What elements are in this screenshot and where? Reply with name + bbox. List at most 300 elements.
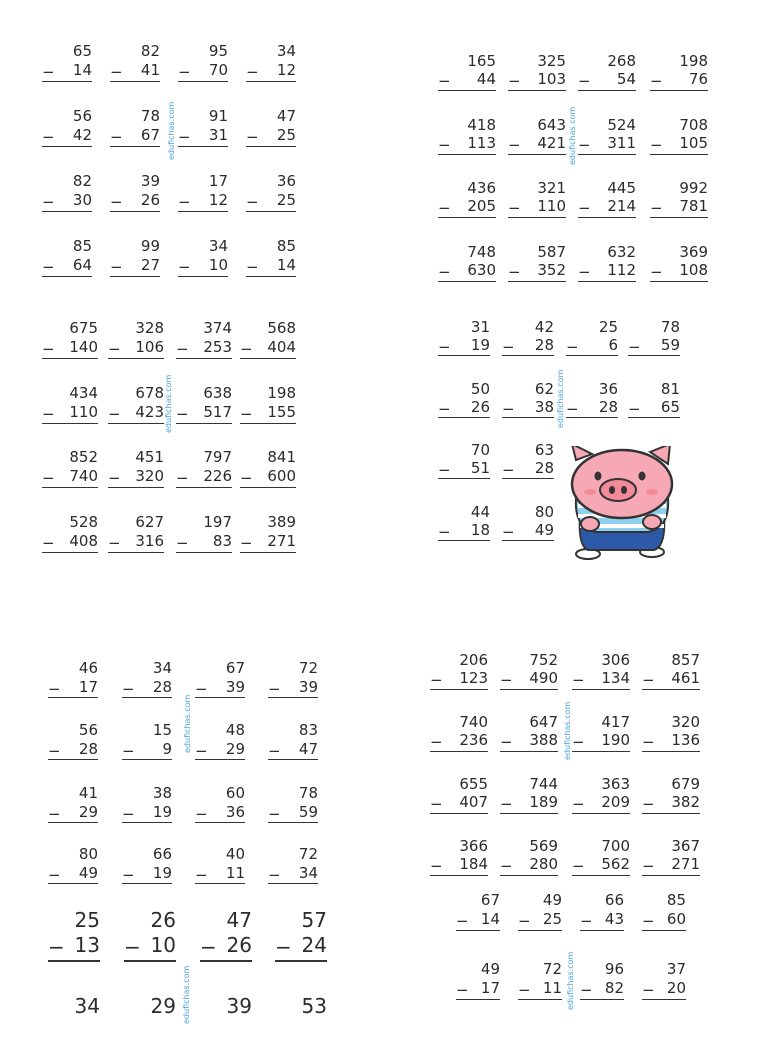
subtrahend: 83 xyxy=(212,532,232,550)
subtraction-problem xyxy=(502,443,554,482)
subtrahend: 136 xyxy=(671,731,700,749)
minus-sign: − xyxy=(456,912,469,930)
minuend: 434 xyxy=(69,384,98,402)
subtraction-problem xyxy=(48,723,98,763)
subtrahend: 12 xyxy=(208,191,228,209)
minuend: 325 xyxy=(537,52,566,70)
minus-sign: − xyxy=(108,340,121,358)
minus-sign: − xyxy=(628,400,641,418)
minuend: 80 xyxy=(534,503,554,521)
subtrahend: 14 xyxy=(480,910,500,928)
minus-sign: − xyxy=(508,136,521,154)
subtraction-problem xyxy=(642,715,700,755)
answer-line xyxy=(122,883,172,884)
minus-sign: − xyxy=(42,534,55,552)
minuend: 165 xyxy=(467,52,496,70)
minus-sign: − xyxy=(178,193,191,211)
minus-sign: − xyxy=(430,795,443,813)
minuend: 268 xyxy=(607,52,636,70)
subtraction-problem xyxy=(246,109,296,150)
subtraction-problem xyxy=(438,54,496,94)
answer-line xyxy=(108,358,164,359)
minuend: 627 xyxy=(135,513,164,531)
minus-sign: − xyxy=(438,199,451,217)
minuend: 647 xyxy=(529,713,558,731)
minus-sign: − xyxy=(650,136,663,154)
minuend: 15 xyxy=(152,721,172,739)
subtraction-problem xyxy=(572,715,630,755)
subtrahend: 103 xyxy=(537,70,566,88)
subtrahend: 214 xyxy=(607,197,636,215)
answer-line xyxy=(122,822,172,823)
minuend: 81 xyxy=(660,380,680,398)
minuend: 91 xyxy=(208,107,228,125)
subtrahend: 423 xyxy=(135,403,164,421)
subtrahend: 382 xyxy=(671,793,700,811)
subtraction-problem xyxy=(122,723,172,763)
answer-line xyxy=(110,146,160,147)
minus-sign: − xyxy=(124,935,141,959)
subtrahend: 236 xyxy=(459,731,488,749)
minus-sign: − xyxy=(580,981,593,999)
minuend: 568 xyxy=(267,319,296,337)
answer-line xyxy=(176,487,232,488)
minuend: 38 xyxy=(152,784,172,802)
minus-sign: − xyxy=(502,523,515,541)
answer-line xyxy=(438,540,490,541)
subtrahend: 59 xyxy=(298,803,318,821)
subtraction-problem xyxy=(508,181,566,221)
minuend: 78 xyxy=(660,318,680,336)
minus-sign: − xyxy=(456,981,469,999)
subtraction-problem xyxy=(500,715,558,755)
minus-sign: − xyxy=(246,258,259,276)
subtraction-problem xyxy=(572,839,630,879)
subtraction-problem xyxy=(508,54,566,94)
minus-sign: − xyxy=(108,469,121,487)
subtraction-problem xyxy=(502,320,554,359)
minus-sign: − xyxy=(195,866,208,884)
subtrahend: 490 xyxy=(529,669,558,687)
minus-sign: − xyxy=(578,263,591,281)
answer-line xyxy=(246,146,296,147)
watermark-text: edufichas.com xyxy=(556,369,565,428)
subtrahend: 108 xyxy=(679,261,708,279)
subtrahend: 34 xyxy=(298,864,318,882)
answer-line xyxy=(642,875,700,876)
subtrahend: 38 xyxy=(534,398,554,416)
minus-sign: − xyxy=(438,136,451,154)
subtraction-problem xyxy=(195,786,245,826)
subtrahend: 28 xyxy=(534,336,554,354)
subtraction-problem xyxy=(42,321,98,362)
minuend: 57 xyxy=(301,908,327,932)
minuend: 83 xyxy=(298,721,318,739)
answer-line xyxy=(178,81,228,82)
subtraction-problem xyxy=(108,515,164,556)
subtrahend: 54 xyxy=(616,70,636,88)
minuend: 26 xyxy=(150,908,176,932)
subtraction-problem xyxy=(176,450,232,491)
minuend: 321 xyxy=(537,179,566,197)
answer-line xyxy=(268,697,318,698)
minus-sign: − xyxy=(122,866,135,884)
subtrahend: 10 xyxy=(150,933,176,957)
subtraction-problem xyxy=(110,174,160,215)
minuend: 679 xyxy=(671,775,700,793)
minus-sign: − xyxy=(430,671,443,689)
minuend: 678 xyxy=(135,384,164,402)
subtrahend: 29 xyxy=(225,740,245,758)
minus-sign: − xyxy=(108,534,121,552)
subtrahend: 18 xyxy=(470,521,490,539)
answer-line xyxy=(176,423,232,424)
subtrahend: 10 xyxy=(208,256,228,274)
subtrahend: 140 xyxy=(69,338,98,356)
minus-sign: − xyxy=(48,805,61,823)
subtrahend: 49 xyxy=(534,521,554,539)
minus-sign: − xyxy=(122,680,135,698)
answer-line xyxy=(500,689,558,690)
answer-line xyxy=(42,358,98,359)
minus-sign: − xyxy=(500,671,513,689)
minus-sign: − xyxy=(195,742,208,760)
subtrahend: 106 xyxy=(135,338,164,356)
watermark-text: edufichas.com xyxy=(182,965,191,1024)
subtraction-problem xyxy=(200,996,252,1050)
minus-sign: − xyxy=(642,912,655,930)
minus-sign: − xyxy=(240,405,253,423)
subtrahend: 20 xyxy=(666,979,686,997)
answer-line xyxy=(108,423,164,424)
answer-line xyxy=(122,759,172,760)
minuend: 328 xyxy=(135,319,164,337)
subtrahend: 42 xyxy=(72,126,92,144)
minus-sign: − xyxy=(650,199,663,217)
minus-sign: − xyxy=(572,795,585,813)
subtraction-problem xyxy=(246,44,296,85)
answer-line xyxy=(438,478,490,479)
answer-line xyxy=(430,751,488,752)
answer-line xyxy=(240,552,296,553)
subtrahend: 407 xyxy=(459,793,488,811)
subtrahend: 404 xyxy=(267,338,296,356)
minuend: 17 xyxy=(208,172,228,190)
minuend: 587 xyxy=(537,243,566,261)
minus-sign: − xyxy=(42,469,55,487)
subtraction-problem xyxy=(42,450,98,491)
answer-line xyxy=(438,217,496,218)
minus-sign: − xyxy=(240,340,253,358)
subtrahend: 14 xyxy=(276,256,296,274)
minuend: 95 xyxy=(208,42,228,60)
minuend: 82 xyxy=(140,42,160,60)
answer-line xyxy=(268,759,318,760)
minuend: 39 xyxy=(140,172,160,190)
minuend: 451 xyxy=(135,448,164,466)
answer-line xyxy=(42,487,98,488)
answer-line xyxy=(240,487,296,488)
minuend: 708 xyxy=(679,116,708,134)
subtraction-problem xyxy=(580,962,624,1003)
subtraction-problem xyxy=(642,962,686,1003)
subtrahend: 388 xyxy=(529,731,558,749)
answer-line xyxy=(200,960,252,962)
minus-sign: − xyxy=(642,671,655,689)
subtraction-problem xyxy=(124,996,176,1050)
minus-sign: − xyxy=(176,469,189,487)
answer-line xyxy=(518,999,562,1000)
subtrahend: 25 xyxy=(276,191,296,209)
minuend: 744 xyxy=(529,775,558,793)
subtrahend: 67 xyxy=(140,126,160,144)
minuend: 96 xyxy=(604,960,624,978)
minus-sign: − xyxy=(240,469,253,487)
answer-line xyxy=(240,358,296,359)
answer-line xyxy=(430,875,488,876)
answer-line xyxy=(502,417,554,418)
subtrahend: 113 xyxy=(467,134,496,152)
answer-line xyxy=(500,875,558,876)
answer-line xyxy=(195,883,245,884)
subtrahend: 13 xyxy=(74,933,100,957)
answer-line xyxy=(108,487,164,488)
subtrahend: 44 xyxy=(476,70,496,88)
minuend: 42 xyxy=(534,318,554,336)
minus-sign: − xyxy=(110,193,123,211)
subtrahend: 205 xyxy=(467,197,496,215)
minus-sign: − xyxy=(642,981,655,999)
minus-sign: − xyxy=(48,935,65,959)
subtrahend: 41 xyxy=(140,61,160,79)
minuend: 56 xyxy=(72,107,92,125)
subtraction-problem xyxy=(240,515,296,556)
minus-sign: − xyxy=(178,63,191,81)
subtraction-problem xyxy=(268,723,318,763)
minuend: 36 xyxy=(276,172,296,190)
minus-sign: − xyxy=(502,400,515,418)
subtraction-problem xyxy=(500,839,558,879)
answer-line xyxy=(246,211,296,212)
answer-line xyxy=(572,751,630,752)
answer-line xyxy=(246,81,296,82)
minus-sign: − xyxy=(572,857,585,875)
minus-sign: − xyxy=(178,128,191,146)
subtrahend: 781 xyxy=(679,197,708,215)
minuend: 306 xyxy=(601,651,630,669)
minus-sign: − xyxy=(500,795,513,813)
answer-line xyxy=(48,759,98,760)
subtraction-problem xyxy=(195,723,245,763)
subtraction-problem xyxy=(42,174,92,215)
minus-sign: − xyxy=(438,263,451,281)
subtrahend: 19 xyxy=(470,336,490,354)
minus-sign: − xyxy=(578,72,591,90)
subtraction-problem xyxy=(650,181,708,221)
minuend: 374 xyxy=(203,319,232,337)
answer-line xyxy=(566,417,618,418)
subtraction-problem xyxy=(518,962,562,1003)
subtraction-problem xyxy=(108,450,164,491)
minus-sign: − xyxy=(176,534,189,552)
minus-sign: − xyxy=(268,680,281,698)
minus-sign: − xyxy=(438,400,451,418)
minuend: 63 xyxy=(534,441,554,459)
minuend: 47 xyxy=(226,908,252,932)
subtrahend: 461 xyxy=(671,669,700,687)
subtrahend: 562 xyxy=(601,855,630,873)
subtrahend: 316 xyxy=(135,532,164,550)
subtraction-problem xyxy=(642,653,700,693)
subtraction-problem xyxy=(430,653,488,693)
answer-line xyxy=(438,90,496,91)
minus-sign: − xyxy=(438,338,451,356)
subtrahend: 82 xyxy=(604,979,624,997)
subtrahend: 25 xyxy=(542,910,562,928)
minus-sign: − xyxy=(650,263,663,281)
subtraction-problem xyxy=(456,962,500,1003)
subtrahend: 9 xyxy=(162,740,172,758)
subtrahend: 311 xyxy=(607,134,636,152)
answer-line xyxy=(500,751,558,752)
answer-line xyxy=(42,211,92,212)
subtraction-problem xyxy=(566,382,618,421)
answer-line xyxy=(42,146,92,147)
answer-line xyxy=(580,999,624,1000)
minuend: 418 xyxy=(467,116,496,134)
answer-line xyxy=(110,211,160,212)
minuend: 72 xyxy=(298,845,318,863)
subtraction-problem xyxy=(268,847,318,887)
answer-line xyxy=(178,211,228,212)
subtraction-problem xyxy=(650,54,708,94)
answer-line xyxy=(438,355,490,356)
answer-line xyxy=(430,813,488,814)
answer-line xyxy=(268,822,318,823)
answer-line xyxy=(518,930,562,931)
subtraction-problem xyxy=(650,118,708,158)
subtrahend: 31 xyxy=(208,126,228,144)
subtraction-problem xyxy=(572,777,630,817)
minus-sign: − xyxy=(438,72,451,90)
subtraction-problem xyxy=(642,893,686,934)
subtraction-problem xyxy=(438,181,496,221)
minuend: 752 xyxy=(529,651,558,669)
subtrahend: 105 xyxy=(679,134,708,152)
minuend: 748 xyxy=(467,243,496,261)
minuend: 85 xyxy=(72,237,92,255)
subtrahend: 517 xyxy=(203,403,232,421)
minuend: 700 xyxy=(601,837,630,855)
subtrahend: 253 xyxy=(203,338,232,356)
answer-line xyxy=(195,697,245,698)
answer-line xyxy=(642,813,700,814)
subtraction-problem xyxy=(500,777,558,817)
subtraction-problem xyxy=(42,109,92,150)
subtrahend: 64 xyxy=(72,256,92,274)
subtrahend: 155 xyxy=(267,403,296,421)
minuend: 48 xyxy=(225,721,245,739)
watermark-text: edufichas.com xyxy=(563,701,572,760)
minus-sign: − xyxy=(42,63,55,81)
minus-sign: − xyxy=(518,912,531,930)
subtrahend: 60 xyxy=(666,910,686,928)
subtraction-problem xyxy=(124,910,176,964)
minuend: 841 xyxy=(267,448,296,466)
subtraction-problem xyxy=(502,382,554,421)
minuend: 34 xyxy=(208,237,228,255)
subtraction-problem xyxy=(438,118,496,158)
minuend: 643 xyxy=(537,116,566,134)
minuend: 25 xyxy=(74,908,100,932)
minus-sign: − xyxy=(42,340,55,358)
subtraction-problem xyxy=(178,44,228,85)
minus-sign: − xyxy=(518,981,531,999)
subtraction-problem xyxy=(246,174,296,215)
answer-line xyxy=(650,90,708,91)
subtraction-problem xyxy=(438,505,490,544)
answer-line xyxy=(456,930,500,931)
minus-sign: − xyxy=(246,128,259,146)
answer-line xyxy=(566,355,618,356)
minuend: 67 xyxy=(480,891,500,909)
subtrahend: 28 xyxy=(78,740,98,758)
subtraction-problem xyxy=(628,382,680,421)
subtrahend: 26 xyxy=(226,933,252,957)
minuend: 85 xyxy=(276,237,296,255)
minuend: 40 xyxy=(225,845,245,863)
subtraction-problem xyxy=(122,786,172,826)
subtrahend: 39 xyxy=(225,678,245,696)
minus-sign: − xyxy=(110,128,123,146)
minuend: 197 xyxy=(203,513,232,531)
minuend: 389 xyxy=(267,513,296,531)
answer-line xyxy=(642,689,700,690)
subtraction-problem xyxy=(268,786,318,826)
answer-line xyxy=(42,81,92,82)
subtrahend: 26 xyxy=(140,191,160,209)
subtrahend: 110 xyxy=(537,197,566,215)
answer-line xyxy=(195,822,245,823)
subtraction-problem xyxy=(195,847,245,887)
answer-line xyxy=(176,552,232,553)
subtrahend: 70 xyxy=(208,61,228,79)
minus-sign: − xyxy=(268,805,281,823)
minuend: 49 xyxy=(542,891,562,909)
subtrahend: 740 xyxy=(69,467,98,485)
answer-line xyxy=(42,423,98,424)
answer-line xyxy=(42,276,92,277)
subtraction-problem xyxy=(580,893,624,934)
answer-line xyxy=(48,960,100,962)
minuend: 66 xyxy=(604,891,624,909)
minus-sign: − xyxy=(566,400,579,418)
minuend: 82 xyxy=(72,172,92,190)
minus-sign: − xyxy=(580,912,593,930)
subtraction-problem xyxy=(578,181,636,221)
minuend: 34 xyxy=(74,994,100,1018)
answer-line xyxy=(578,281,636,282)
answer-line xyxy=(48,697,98,698)
answer-line xyxy=(110,81,160,82)
minus-sign: − xyxy=(246,193,259,211)
minus-sign: − xyxy=(438,523,451,541)
subtraction-problem xyxy=(42,239,92,280)
subtraction-problem xyxy=(108,321,164,362)
minus-sign: − xyxy=(42,405,55,423)
subtrahend: 226 xyxy=(203,467,232,485)
minuend: 56 xyxy=(78,721,98,739)
